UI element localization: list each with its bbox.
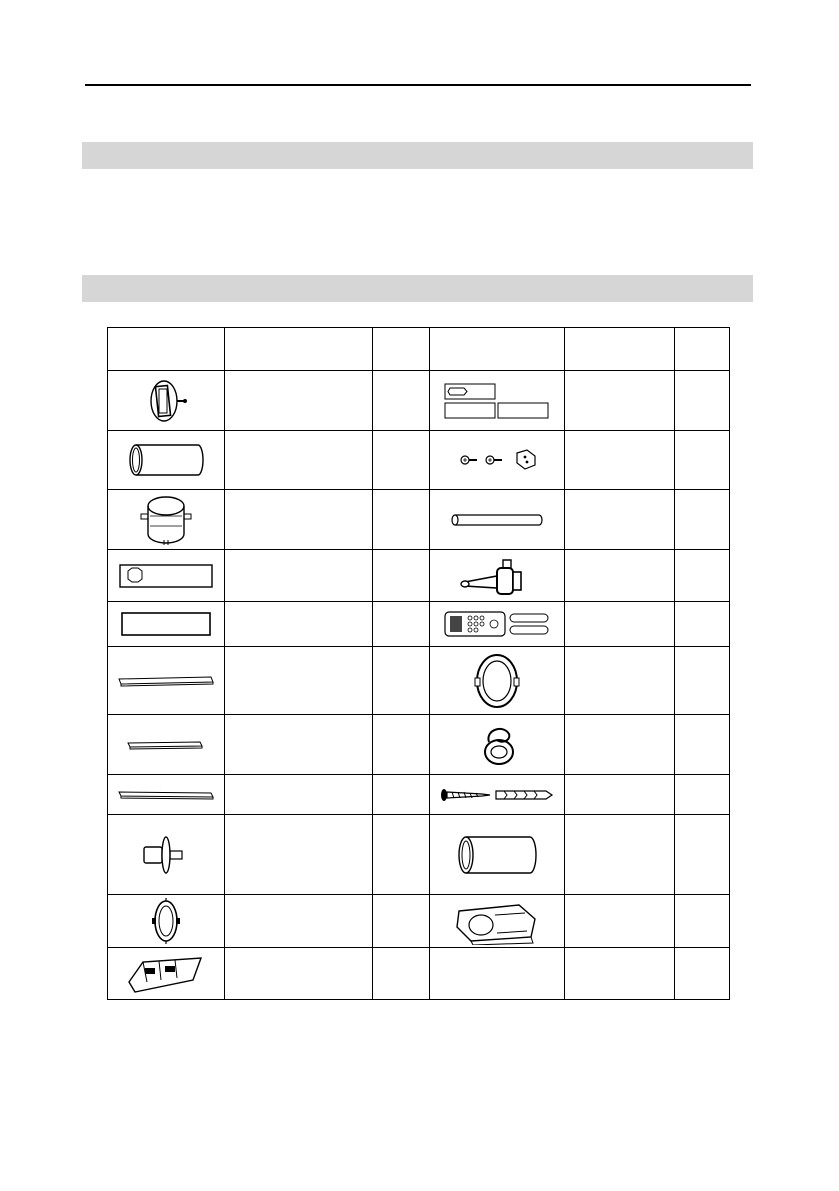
clamp-ring-icon <box>467 650 527 712</box>
labels-icon <box>442 381 552 421</box>
flat-window-adapter-icon <box>449 897 545 945</box>
part-image-cell <box>108 647 225 715</box>
column-header <box>225 328 373 371</box>
part-name-cell <box>225 602 373 647</box>
part-image-cell <box>108 602 225 647</box>
table-row <box>108 948 730 1000</box>
intake-hose-icon <box>454 831 540 879</box>
part-qty-cell <box>373 895 430 948</box>
table-row <box>108 715 730 775</box>
table-row <box>108 431 730 490</box>
part-image-cell <box>108 775 225 815</box>
accessories-table <box>107 327 730 1000</box>
part-name-cell <box>225 775 373 815</box>
part-image-cell <box>430 602 565 647</box>
part-qty-cell <box>675 550 730 602</box>
part-image-cell <box>430 815 565 895</box>
part-qty-cell <box>675 775 730 815</box>
part-name-cell <box>565 431 675 490</box>
part-qty-cell <box>373 647 430 715</box>
header-rule <box>85 84 751 86</box>
part-name-cell <box>225 895 373 948</box>
part-image-cell <box>108 550 225 602</box>
part-image-cell <box>430 895 565 948</box>
drain-hose-icon <box>447 508 547 532</box>
long-foam-strip-icon <box>117 671 215 691</box>
short-foam-strip-icon <box>126 736 206 754</box>
part-qty-cell <box>373 948 430 1000</box>
part-name-cell <box>225 948 373 1000</box>
column-header <box>430 328 565 371</box>
sealing-panel-with-hole-icon <box>118 563 214 589</box>
part-image-cell <box>108 431 225 490</box>
part-qty-cell <box>373 715 430 775</box>
part-qty-cell <box>675 431 730 490</box>
part-name-cell <box>565 715 675 775</box>
drain-connector-icon <box>457 554 537 598</box>
part-image-cell <box>108 815 225 895</box>
column-header <box>565 328 675 371</box>
part-qty-cell <box>675 602 730 647</box>
column-header <box>108 328 225 371</box>
flat-nozzle-icon <box>123 952 209 996</box>
part-name-cell <box>565 371 675 431</box>
part-name-cell <box>565 602 675 647</box>
screw-and-anchor-icon <box>438 784 556 806</box>
part-qty-cell <box>373 775 430 815</box>
table-row <box>108 371 730 431</box>
part-image-cell <box>430 371 565 431</box>
table-header-row <box>108 328 730 371</box>
part-name-cell <box>225 715 373 775</box>
part-name-cell <box>225 647 373 715</box>
table-row <box>108 815 730 895</box>
drain-plug-icon <box>467 722 527 768</box>
table-row <box>108 647 730 715</box>
round-window-adapter-icon <box>136 897 196 945</box>
table-row <box>108 895 730 948</box>
foam-strip-icon <box>117 786 215 804</box>
part-image-cell <box>430 715 565 775</box>
part-qty-cell <box>675 371 730 431</box>
part-image-cell <box>108 371 225 431</box>
part-image-cell <box>108 895 225 948</box>
section-heading-bar <box>82 275 753 302</box>
part-qty-cell <box>373 371 430 431</box>
table-row <box>108 775 730 815</box>
part-name-cell <box>565 815 675 895</box>
section-heading-bar <box>82 142 753 169</box>
part-name-cell <box>225 431 373 490</box>
part-name-cell <box>565 550 675 602</box>
part-qty-cell <box>675 895 730 948</box>
part-name-cell <box>565 490 675 550</box>
part-name-cell <box>565 647 675 715</box>
part-name-cell <box>225 490 373 550</box>
part-qty-cell <box>373 815 430 895</box>
round-adapter-icon <box>136 831 196 879</box>
part-name-cell <box>225 371 373 431</box>
remote-and-batteries-icon <box>442 608 552 640</box>
column-header <box>373 328 430 371</box>
part-qty-cell <box>373 602 430 647</box>
part-qty-cell <box>675 948 730 1000</box>
exhaust-hose-icon <box>124 440 208 480</box>
part-qty-cell <box>675 647 730 715</box>
table-row <box>108 602 730 647</box>
sealing-panel-icon <box>120 611 212 637</box>
column-header <box>675 328 730 371</box>
part-qty-cell <box>675 490 730 550</box>
part-image-cell <box>108 490 225 550</box>
part-name-cell <box>565 895 675 948</box>
table-row <box>108 550 730 602</box>
part-image-cell <box>430 647 565 715</box>
part-image-cell <box>430 775 565 815</box>
part-name-cell <box>225 815 373 895</box>
part-name-cell <box>225 550 373 602</box>
part-image-cell <box>430 431 565 490</box>
part-qty-cell <box>675 815 730 895</box>
part-image-cell <box>430 948 565 1000</box>
part-image-cell <box>108 715 225 775</box>
hose-connector-icon <box>136 492 196 548</box>
table-row <box>108 490 730 550</box>
part-image-cell <box>108 948 225 1000</box>
part-image-cell <box>430 490 565 550</box>
part-qty-cell <box>373 550 430 602</box>
part-name-cell <box>565 948 675 1000</box>
part-image-cell <box>430 550 565 602</box>
part-qty-cell <box>373 431 430 490</box>
part-name-cell <box>565 775 675 815</box>
window-slider-adapter-icon <box>136 376 196 426</box>
part-qty-cell <box>373 490 430 550</box>
screws-and-bracket-icon <box>447 445 547 475</box>
part-qty-cell <box>675 715 730 775</box>
